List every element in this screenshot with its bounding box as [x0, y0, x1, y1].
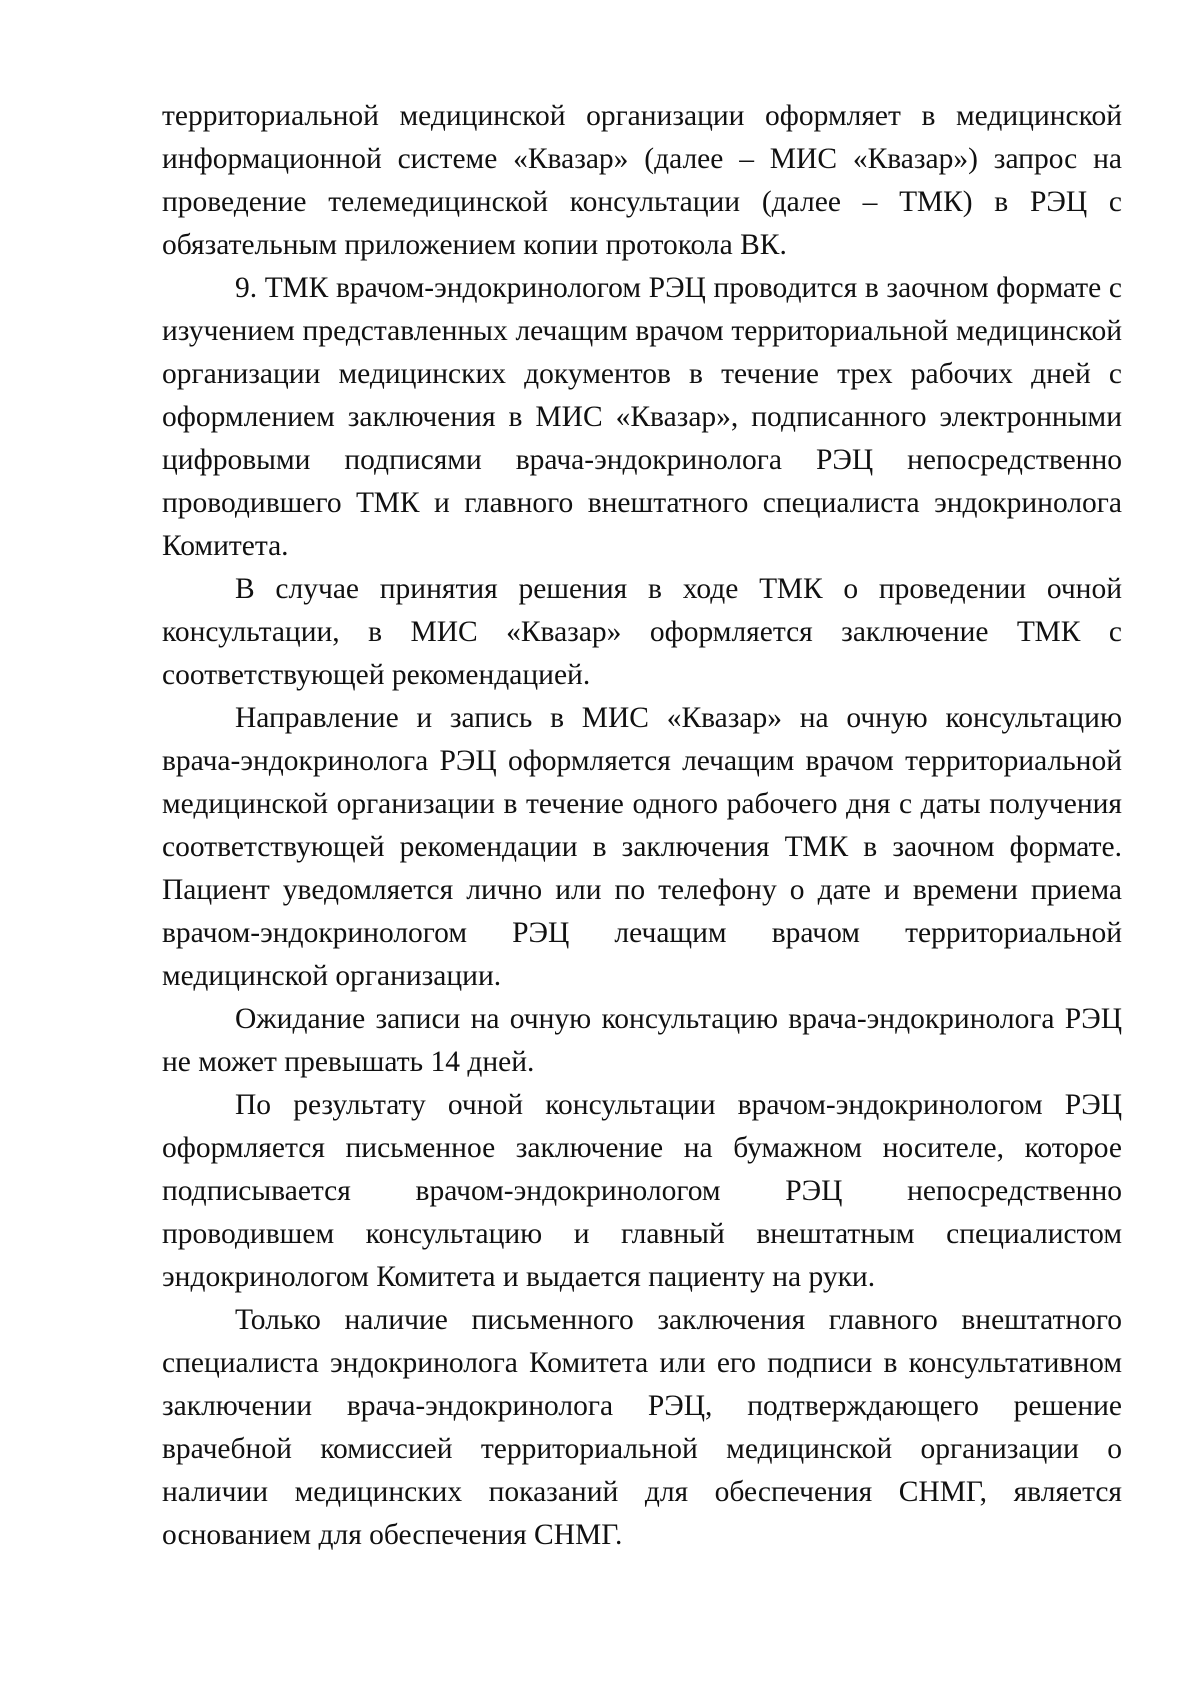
paragraph-waiting-time: Ожидание записи на очную консультацию врача-эндокринолога РЭЦ не может превышать 14 дней. — [162, 1003, 1122, 1078]
paragraph-continuation: территориальной медицинской организации оформляет в медицинской информационной системе «Квазар» (далее – МИС «Квазар») запрос на проведение телемедицинской консультации (далее – ТМК) в РЭЦ с обязательным приложением копии протокола ВК. — [162, 100, 1122, 261]
paragraph-in-person-decision: В случае принятия решения в ходе ТМК о проведении очной консультации, в МИС «Квазар» оформляется заключение ТМК с соответствующей рекомендацией. — [162, 573, 1122, 691]
paragraph-referral: Направление и запись в МИС «Квазар» на очную консультацию врача-эндокринолога РЭЦ оформляется лечащим врачом территориальной медицинской организации в течение одного рабочего дня с даты получения соответствующей рекомендации в заключения ТМК в заочном формате. Пациент уведомляется лично или по телефону о дате и времени приема врачом-эндокринологом РЭЦ лечащим врачом территориальной медицинской организации. — [162, 702, 1122, 992]
paragraph-consultation-result: По результату очной консультации врачом-эндокринологом РЭЦ оформляется письменное заключение на бумажном носителе, которое подписывается врачом-эндокринологом РЭЦ непосредственно проводившем консультацию и главный внештатным специалистом эндокринологом Комитета и выдается пациенту на руки. — [162, 1089, 1122, 1293]
paragraph-basis: Только наличие письменного заключения главного внештатного специалиста эндокринолога Комитета или его подписи в консультативном заключении врача-эндокринолога РЭЦ, подтверждающего решение врачебной комиссией территориальной медицинской организации о наличии медицинских показаний для обеспечения СНМГ, является основанием для обеспечения СНМГ. — [162, 1304, 1122, 1551]
document-page — [162, 95, 1122, 1557]
paragraph-item-9: 9. ТМК врачом-эндокринологом РЭЦ проводится в заочном формате с изучением представленных лечащим врачом территориальной медицинской организации медицинских документов в течение трех рабочих дней с оформлением заключения в МИС «Квазар», подписанного электронными цифровыми подписями врача-эндокринолога РЭЦ непосредственно проводившего ТМК и главного внештатного специалиста эндокринолога Комитета. — [162, 272, 1122, 562]
